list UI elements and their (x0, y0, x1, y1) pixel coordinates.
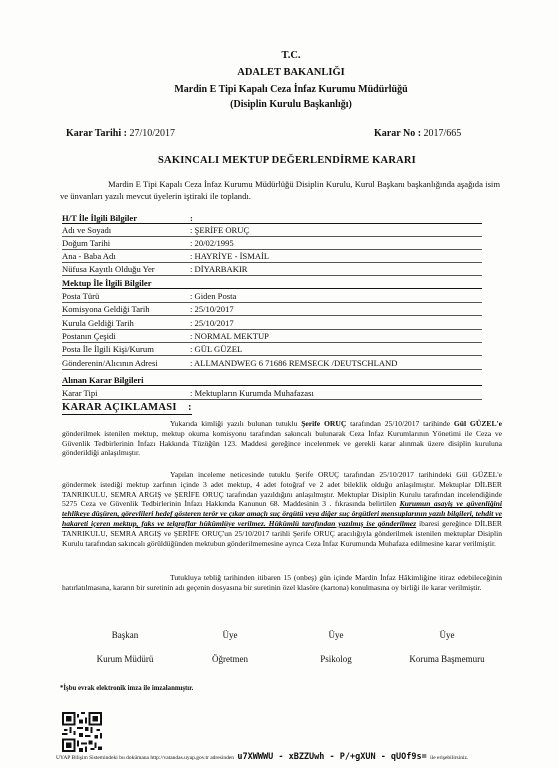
verification-code: u7XWWWU - xBZZUwh - P/+gXUN - qUOf9s= (237, 752, 427, 762)
decision-date-label: Karar Tarihi : (66, 128, 127, 139)
row-divider (62, 315, 482, 316)
signature-title: Koruma Başmemuru (409, 654, 485, 664)
info-label: Postanın Çeşidi (62, 330, 116, 341)
row-divider (62, 369, 482, 370)
info-value: : ALLMANDWEG 6 71686 REMSECK /DEUTSCHLAND (190, 357, 398, 368)
karar-colon: : (188, 402, 192, 413)
section-colon: : (190, 213, 193, 223)
body-text: ibaresi gereğince DİLBER TANRIKULU, SEMRA ARGIŞ ve ŞERİFE ORUÇ'un 25/10/2017 tarihli Şerife ORUÇ aracılığıyla gönderilmek istenilen mektuplar Disiplin Kurulu tarafından sakıncalı görüldüğünden mektubun gönderilmemesine ayrıca Ceza İnfaz Kurumunda Muhafaza edilmesine karar verilmiştir. (62, 518, 503, 548)
signature-title: Psikolog (320, 654, 352, 664)
law-quote: Kurumun asayiş ve güvenliğini tehlikeye düşüren, görevlileri hedef gösteren terör ve çıkar amaçlı suç örgütü veya diğer suç örgütleri mensuplarının yazılı bilgileri, tehdit ve hakareti içeren mektup, faks ve telgraflar hükümlüye verilmez. Hükümlü tarafından yazılmış ise gönderilmez (62, 499, 502, 528)
info-value: : ŞERİFE ORUÇ (190, 225, 250, 235)
info-value: : Giden Posta (190, 291, 237, 301)
decision-number-value: 2017/665 (423, 128, 462, 139)
header-tc: T.C. (281, 50, 301, 61)
info-label: Gönderenin/Alıcının Adresi (62, 357, 158, 368)
body-text: Yapılan inceleme neticesinde tutuklu Şerife ORUÇ tarafından 25/10/2017 tarihindeki Gül GÜZEL'e göndermek istediği mektup zarfının içinde 3 adet mektup, 4 adet fotoğraf ve 2 adet bileklik olduğu anlaşılmıştır. Mektuplar DİLBER TANRIKULU, SEMRA ARGIŞ ve ŞERİFE ORUÇ tarafından yazıldığını anlaşılmıştır. Mektuplar Disiplin Kurulu tarafından incelendiğinde 5275 Ceza ve Güvenlik Tedbirlerinin İnfazı Hakkında Kanunun 68. Maddesinin 3 . fıkrasında belirtilen (62, 470, 502, 509)
info-value: : NORMAL MEKTUP (190, 330, 269, 341)
body-text: Yukarıda kimliği yazılı bulunan tutuklu (170, 419, 302, 428)
body-text: tarafından 25/10/2017 tarihinde (346, 419, 454, 428)
info-value: : DİYARBAKIR (190, 264, 248, 274)
signature-member-1 (185, 630, 275, 664)
header-board: (Disiplin Kurulu Başkanlığı) (230, 99, 352, 110)
row-divider (62, 399, 482, 400)
info-value: : 25/10/2017 (190, 304, 234, 315)
info-label: Karar Tipi (62, 388, 98, 398)
row-divider (62, 262, 482, 263)
recipient-name: Gül GÜZEL'e (453, 419, 502, 428)
decision-date-value: 27/10/2017 (129, 128, 175, 139)
signature-title: Kurum Müdürü (96, 654, 154, 664)
row-divider (62, 302, 482, 303)
info-label: Ana - Baba Adı (62, 251, 116, 261)
intro-paragraph (60, 179, 500, 202)
info-label: Komisyona Geldiği Tarih (62, 304, 150, 315)
info-value: : HAYRİYE - İSMAİL (190, 251, 270, 261)
inmate-name: Şerife ORUÇ (301, 419, 347, 428)
section-inmate-title: H/T İle İlgili Bilgiler (62, 213, 138, 223)
section-decision-info-title: Alınan Karar Bilgileri (62, 375, 144, 385)
info-label: Posta İle İlgili Kişi/Kurum (62, 344, 154, 355)
footer-text: ile erişebilirsiniz. (430, 755, 469, 761)
uyap-footer (56, 752, 468, 762)
divider (62, 288, 482, 289)
section-letter-title: Mektup İle İlgili Bilgiler (62, 278, 152, 288)
info-label: Adı ve Soyadı (62, 225, 112, 235)
divider (62, 223, 482, 224)
row-divider (62, 275, 482, 276)
signature-role: Üye (439, 630, 455, 640)
signature-role: Üye (222, 630, 238, 640)
signature-chair (80, 630, 170, 664)
info-label: Nüfusa Kayıtlı Olduğu Yer (62, 264, 155, 274)
karar-underline (62, 414, 192, 415)
signature-member-2 (291, 630, 381, 664)
row-divider (62, 329, 482, 330)
footer-text: UYAP Bilişim Sistemindeki bu dokümana http://vatandas.uyap.gov.tr adresinden (56, 755, 235, 761)
qr-code-icon (62, 712, 102, 752)
signature-role: Üye (328, 630, 344, 640)
document-title: SAKINCALI MEKTUP DEĞERLENDİRME KARARI (158, 155, 416, 166)
info-label: Kurula Geldiği Tarih (62, 317, 134, 328)
row-divider (62, 342, 482, 343)
info-value: : Mektupların Kurumda Muhafazası (190, 388, 314, 398)
decision-number-label: Karar No : (374, 128, 422, 139)
info-value: : 20/02/1995 (190, 238, 234, 248)
info-label: Posta Türü (62, 291, 100, 301)
info-value: : 25/10/2017 (190, 317, 234, 328)
body-text: gönderilmek istenilen mektup, mektup okuma komisyonu tarafından sakıncalı bulunarak Ceza İnfaz Kurumlarının Yönetimi ile Ceza ve Güvenlik Tedbirlerinin İnfazı Hakkında Tüzüğün 123. Maddesi gereğince incelenmek ve gerekli karar alınmak üzere disiplin kuruluna gönderildiği anlaşılmıştır. (62, 428, 502, 458)
body-paragraph-3 (62, 573, 502, 593)
intro-text: Mardin E Tipi Kapalı Ceza İnfaz Kurumu Müdürlüğü Disiplin Kurulu, Kurul Başkanı başkanlığında aşağıda isim ve ünvanları yazılı mevcut üyelerin iştiraki ile toplandı. (60, 179, 500, 201)
signature-role: Başkan (111, 630, 139, 640)
body-paragraph-1 (62, 419, 502, 458)
decision-date (66, 128, 175, 139)
e-signature-notice: *İşbu evrak elektronik imza ile imzalanmıştır. (60, 685, 194, 692)
divider (62, 385, 482, 386)
body-text: Tutukluya tebliğ tarihinden itibaren 15 (onbeş) gün içinde Mardin İnfaz Hâkimliğine itiraz edebileceğinin hatırlatılmasına, kararın bir suretinin adı geçenin dosyasına bir suretinin özel klasöre (kartona) konulmasına oy birliği ile karar verilmiştir. (62, 573, 502, 592)
row-divider (62, 236, 482, 237)
row-divider (62, 355, 482, 356)
body-paragraph-2 (62, 470, 502, 548)
info-label: Doğum Tarihi (62, 238, 111, 248)
header-institution: Mardin E Tipi Kapalı Ceza İnfaz Kurumu Müdürlüğü (174, 84, 408, 95)
info-value: : GÜL GÜZEL (190, 344, 243, 355)
karar-heading: KARAR AÇIKLAMASI (62, 402, 177, 413)
row-divider (62, 249, 482, 250)
signature-member-3 (392, 630, 502, 664)
decision-number (374, 128, 461, 139)
signature-title: Öğretmen (212, 654, 248, 664)
header-ministry: ADALET BAKANLIĞI (237, 67, 345, 78)
